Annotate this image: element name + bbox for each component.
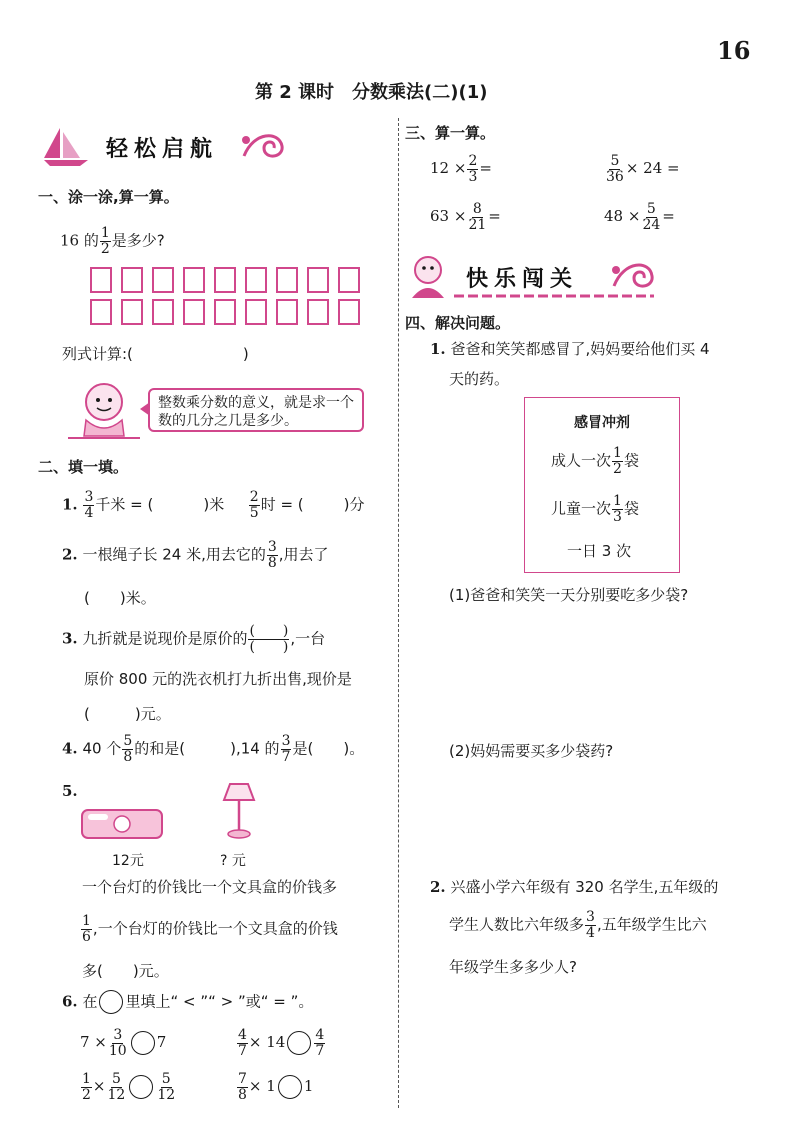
fraction: $\frac{1}{6}$ (82, 913, 91, 945)
pencil-case-icon (80, 806, 164, 840)
banner-easy-start (36, 124, 286, 168)
grid-cell[interactable] (307, 299, 329, 325)
tip-speech-bubble: 整数乘分数的意义，就是求一个数的几分之几是多少。 (148, 388, 364, 432)
grid-cell[interactable] (183, 299, 205, 325)
section1-heading: 一、涂一涂,算一算。 (38, 188, 179, 206)
s2-q5-answer[interactable]: 多( )元。 (82, 962, 169, 980)
compare-b: $\frac{4}{7}$ × 14 $\frac{4}{7}$ (238, 1027, 325, 1059)
fraction: $\frac{5}{12}$ (157, 1071, 176, 1103)
compare-circle[interactable] (278, 1075, 302, 1099)
s2-q2-answer[interactable]: ( )米。 (84, 589, 156, 607)
s4-q1-line1: 1. 爸爸和笑笑都感冒了,妈妈要给他们买 4 (430, 340, 710, 358)
calc-4[interactable]: 48 × $\frac{5}{24}$ = (604, 201, 675, 233)
banner-happy-challenge (404, 252, 660, 302)
section2-heading: 二、填一填。 (38, 458, 129, 476)
lamp-price: ? 元 (220, 853, 246, 869)
swirl-ornament-icon (234, 126, 294, 166)
s2-q3-line2: 原价 800 元的洗衣机打九折出售,现价是 (84, 670, 352, 688)
fraction: $\frac{3}{7}$ (281, 733, 291, 765)
s4-q2-line2: 学生人数比六年级多 $\frac{3}{4}$ ,五年级学生比六 (449, 909, 707, 941)
grid-cell[interactable] (245, 299, 267, 325)
fraction: $\frac{5}{8}$ (123, 733, 133, 765)
banner-title: 快乐闯关 (466, 267, 579, 292)
section3-heading: 三、算一算。 (405, 124, 496, 142)
fraction: $\frac{5}{12}$ (107, 1071, 126, 1103)
grid-cell[interactable] (152, 299, 174, 325)
adult-dose: 成人一次 $\frac{1}{2}$ 袋 (551, 445, 639, 477)
s4-q2-line3: 年级学生多多少人? (449, 958, 577, 976)
compare-c: $\frac{1}{2}$ × $\frac{5}{12}$ $\frac{5}{12}$ (82, 1071, 176, 1103)
s2-q5-number: 5. (62, 782, 78, 800)
grid-cell[interactable] (338, 267, 360, 293)
s2-q3: 3. 九折就是说现价是原价的 $\frac{( )}{( )}$ ,一台 (62, 623, 326, 655)
medicine-label-box (524, 397, 680, 573)
formula-line: 列式计算:( ) (62, 345, 249, 363)
s4-q1-sub1: (1)爸爸和笑笑一天分别要吃多少袋? (449, 586, 689, 604)
grid-cell[interactable] (307, 267, 329, 293)
s2-q5-line1: 一个台灯的价钱比一个文具盒的价钱多 (82, 878, 338, 896)
grid-cell[interactable] (276, 299, 298, 325)
grid-cell[interactable] (90, 267, 112, 293)
fraction: $\frac{4}{7}$ (315, 1027, 325, 1059)
compare-d: $\frac{7}{8}$ × 1 1 (238, 1071, 314, 1103)
s2-q3-answer[interactable]: ( )元。 (84, 705, 171, 723)
s4-q1-line2: 天的药。 (449, 370, 510, 388)
s2-q4: 4. 40 个 $\frac{5}{8}$ 的和是( ),14 的 $\frac{3}{7}$ 是( )。 (62, 733, 365, 765)
s2-q6: 6. 在 里填上“ < ”“ > ”或“ = ”。 (62, 990, 313, 1014)
fraction: $\frac{1}{2}$ (82, 1071, 91, 1103)
fraction: $\frac{5}{24}$ (642, 201, 661, 233)
grid-cell[interactable] (245, 267, 267, 293)
grid-cell[interactable] (338, 299, 360, 325)
s2-q1: 1. $\frac{3}{4}$ 千米 = ( )米 $\frac{2}{5}$ 时 = ( )分 (62, 489, 365, 521)
fraction: $\frac{5}{36}$ (606, 153, 624, 185)
page-title: 第 2 课时 分数乘法(二)(1) (255, 82, 488, 103)
fraction: $\frac{3}{10}$ (108, 1027, 127, 1059)
fraction: $\frac{3}{4}$ (84, 489, 94, 521)
dose-frequency: 一日 3 次 (567, 542, 632, 560)
coloring-grid (90, 267, 360, 325)
grid-cell[interactable] (90, 299, 112, 325)
fraction: $\frac{4}{7}$ (238, 1027, 247, 1059)
s1-question: 16 的 $\frac{1}{2}$ 是多少? (60, 225, 165, 257)
boy-mascot-icon (64, 380, 144, 442)
grid-cell[interactable] (152, 267, 174, 293)
page-number: 16 (717, 36, 751, 65)
compare-a: 7 × $\frac{3}{10}$ 7 (80, 1027, 167, 1059)
desk-lamp-icon (222, 780, 256, 840)
calc-1[interactable]: 12 × $\frac{2}{3}$ = (430, 153, 492, 185)
child-dose: 儿童一次 $\frac{1}{3}$ 袋 (551, 493, 639, 525)
grid-cell[interactable] (183, 267, 205, 293)
fraction: $\frac{1}{2}$ (100, 225, 110, 257)
grid-cell[interactable] (121, 299, 143, 325)
grid-cell[interactable] (121, 267, 143, 293)
calc-2[interactable]: $\frac{5}{36}$ × 24 = (606, 153, 680, 185)
grid-cell[interactable] (214, 299, 236, 325)
grid-cell[interactable] (214, 267, 236, 293)
s2-q5-line2: $\frac{1}{6}$ ,一个台灯的价钱比一个文具盒的价钱 (82, 913, 338, 945)
mascot-icon (404, 252, 456, 302)
calc-3[interactable]: 63 × $\frac{8}{21}$ = (430, 201, 501, 233)
sailboat-icon (36, 124, 96, 168)
blank-fraction[interactable]: $\frac{( )}{( )}$ (249, 623, 289, 655)
fraction: $\frac{1}{3}$ (613, 493, 622, 525)
medicine-title: 感冒冲剂 (574, 415, 630, 431)
s4-q1-sub2: (2)妈妈需要买多少袋药? (449, 742, 614, 760)
fraction: $\frac{1}{2}$ (613, 445, 622, 477)
pencil-case-price: 12元 (112, 853, 144, 869)
s4-q2-line1: 2. 兴盛小学六年级有 320 名学生,五年级的 (430, 878, 719, 896)
fraction: $\frac{3}{4}$ (586, 909, 595, 941)
column-divider (398, 118, 399, 1108)
banner-title: 轻松启航 (106, 137, 219, 162)
compare-circle[interactable] (287, 1031, 311, 1055)
swirl-ornament-icon (606, 254, 660, 298)
fraction: $\frac{2}{3}$ (468, 153, 478, 185)
compare-circle[interactable] (129, 1075, 153, 1099)
section4-heading: 四、解决问题。 (405, 314, 511, 332)
fraction: $\frac{8}{21}$ (468, 201, 487, 233)
fraction: $\frac{2}{5}$ (249, 489, 259, 521)
fraction: $\frac{7}{8}$ (238, 1071, 247, 1103)
grid-cell[interactable] (276, 267, 298, 293)
circle-icon (99, 990, 123, 1014)
fraction: $\frac{3}{8}$ (267, 539, 277, 571)
s2-q2: 2. 一根绳子长 24 米,用去它的 $\frac{3}{8}$ ,用去了 (62, 539, 329, 571)
compare-circle[interactable] (131, 1031, 155, 1055)
